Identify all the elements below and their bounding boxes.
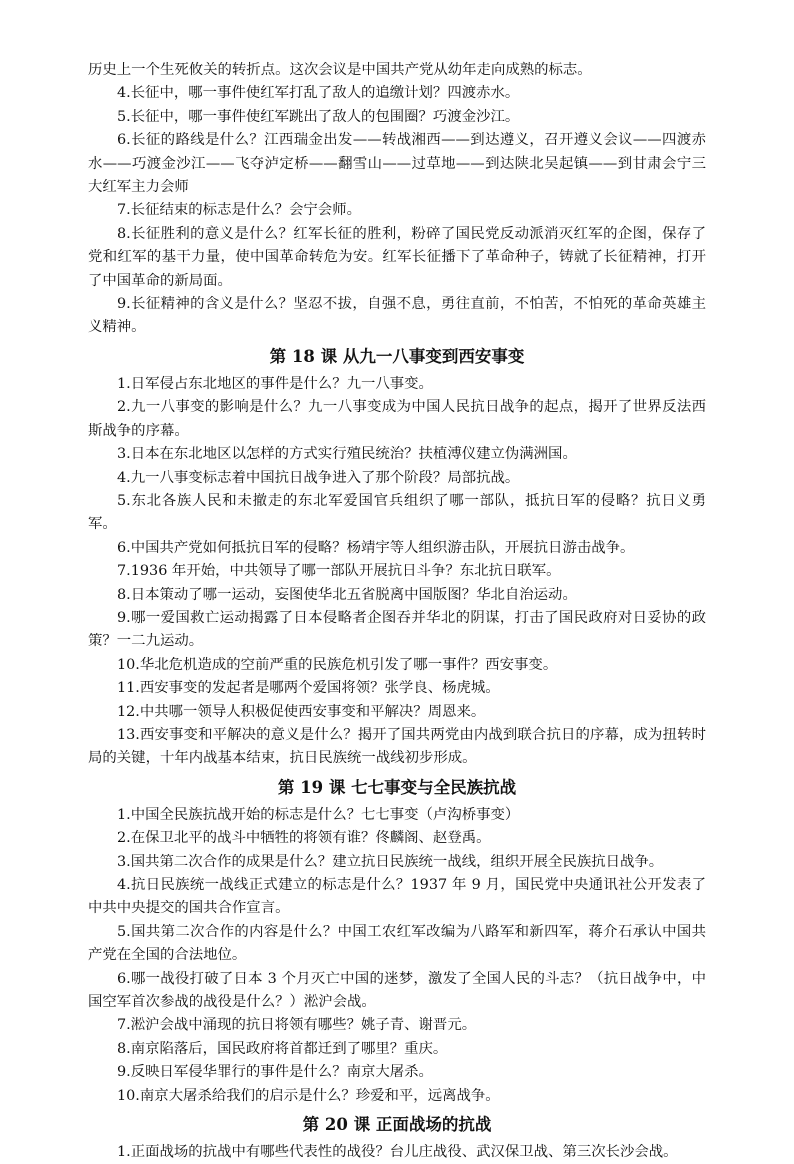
qa-item: 9.哪一爱国救亡运动揭露了日本侵略者企图吞并华北的阴谋，打击了国民政府对日妥协的政策？一二九运动。 — [88, 609, 706, 650]
qa-item: 7.长征结束的标志是什么？会宁会师。 — [117, 202, 361, 219]
qa-item: 1.日军侵占东北地区的事件是什么？九一八事变。 — [117, 375, 433, 392]
qa-item: 3.国共第二次合作的成果是什么？建立抗日民族统一战线，组织开展全民族抗日战争。 — [117, 853, 664, 870]
qa-item: 6.长征的路线是什么？江西瑞金出发——转战湘西——到达遵义，召开遵义会议——四渡赤水——巧渡金沙江——飞夺泸定桥——翻雪山——过草地——到达陕北吴起镇——到甘肃会宁三大红军主力会师 — [88, 132, 706, 196]
lesson-18-title: 第 18 课 从九一八事变到西安事变 — [269, 346, 525, 366]
qa-item: 3.日本在东北地区以怎样的方式实行殖民统治？扶植溥仪建立伪满洲国。 — [117, 446, 577, 463]
qa-item: 9.反映日军侵华罪行的事件是什么？南京大屠杀。 — [117, 1064, 433, 1081]
qa-item: 13.西安事变和平解决的意义是什么？揭开了国共两党由内战到联合抗日的序幕，成为扭转时局的关键，十年内战基本结束，抗日民族统一战线初步形成。 — [88, 726, 706, 767]
qa-item: 8.长征胜利的意义是什么？红军长征的胜利，粉碎了国民党反动派消灭红军的企图，保存了党和红军的基干力量，使中国革命转危为安。红军长征播下了革命种子，铸就了长征精神，打开了中国革命的新局面。 — [88, 225, 706, 289]
qa-item: 6.中国共产党如何抵抗日军的侵略？杨靖宇等人组织游击队，开展抗日游击战争。 — [117, 539, 635, 556]
qa-item: 4.九一八事变标志着中国抗日战争进入了那个阶段？局部抗战。 — [117, 469, 520, 486]
qa-item: 4.抗日民族统一战线正式建立的标志是什么？1937 年 9 月，国民党中央通讯社公开发表了中共中央提交的国共合作宣言。 — [88, 877, 706, 917]
qa-item: 9.长征精神的含义是什么？坚忍不拔，自强不息，勇往直前，不怕苦，不怕死的革命英雄主义精神。 — [88, 296, 706, 336]
qa-item: 5.国共第二次合作的内容是什么？中国工农红军改编为八路军和新四军，蒋介石承认中国共产党在全国的合法地位。 — [88, 923, 706, 964]
qa-item: 8.日本策动了哪一运动，妄图使华北五省脱离中国版图？华北自治运动。 — [117, 586, 577, 603]
qa-item: 1.正面战场的抗战中有哪些代表性的战役？台儿庄战役、武汉保卫战、第三次长沙会战。 — [117, 1144, 678, 1161]
lesson-20-title: 第 20 课 正面战场的抗战 — [302, 1115, 492, 1135]
qa-item: 5.东北各族人民和未撤走的东北军爱国官兵组织了哪一部队，抵抗日军的侵略？抗日义勇军。 — [88, 492, 706, 533]
qa-item: 2.九一八事变的影响是什么？九一八事变成为中国人民抗日战争的起点，揭开了世界反法西斯战争的序幕。 — [88, 399, 706, 439]
qa-item: 4.长征中，哪一事件使红军打乱了敌人的追缴计划？四渡赤水。 — [117, 85, 520, 102]
qa-item: 8.南京陷落后，国民政府将首都迁到了哪里？重庆。 — [117, 1040, 448, 1057]
continuation-text: 历史上一个生死攸关的转折点。这次会议是中国共产党从幼年走向成熟的标志。 — [88, 62, 592, 78]
qa-item: 10.南京大屠杀给我们的启示是什么？珍爱和平，远离战争。 — [117, 1087, 500, 1104]
qa-item: 11.西安事变的发起者是哪两个爱国将领？张学良、杨虎城。 — [117, 680, 500, 697]
qa-item: 5.长征中，哪一事件使红军跳出了敌人的包围圈？巧渡金沙江。 — [117, 108, 520, 125]
qa-item: 10.华北危机造成的空前严重的民族危机引发了哪一事件？西安事变。 — [117, 656, 558, 673]
qa-item: 7.淞沪会战中涌现的抗日将领有哪些？姚子青、谢晋元。 — [117, 1017, 477, 1034]
qa-item: 2.在保卫北平的战斗中牺牲的将领有谁？佟麟阁、赵登禹。 — [117, 830, 491, 847]
qa-item: 12.中共哪一领导人积极促使西安事变和平解决？周恩来。 — [117, 703, 486, 720]
qa-item: 6.哪一战役打破了日本 3 个月灭亡中国的迷梦，激发了全国人民的斗志？（抗日战争中，中国空军首次参战的战役是什么？）淞沪会战。 — [88, 970, 706, 1011]
lesson-19-title: 第 19 课 七七事变与全民族抗战 — [277, 777, 517, 797]
qa-item: 1.中国全民族抗战开始的标志是什么？七七事变（卢沟桥事变） — [117, 806, 520, 823]
qa-item: 7.1936 年开始，中共领导了哪一部队开展抗日斗争？东北抗日联军。 — [117, 563, 561, 580]
